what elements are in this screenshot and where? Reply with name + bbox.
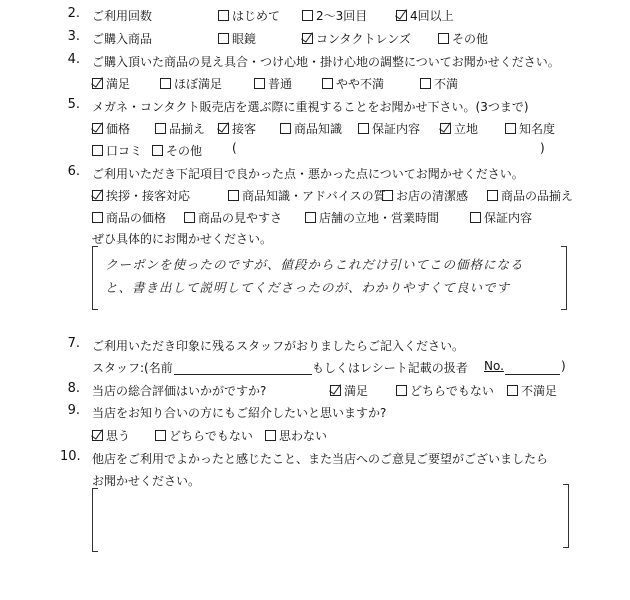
q5-option-price[interactable]: 価格: [92, 120, 130, 137]
q4-option-dissatisfied[interactable]: 不満: [420, 75, 458, 92]
checkbox[interactable]: [382, 190, 393, 201]
checkbox[interactable]: [470, 212, 481, 223]
checkbox[interactable]: [358, 123, 369, 134]
q4-option-mostly[interactable]: ほぼ満足: [160, 75, 222, 92]
q5-number: 5.: [67, 97, 80, 112]
q3-option-other[interactable]: その他: [438, 30, 488, 47]
q5-option-location[interactable]: 立地: [440, 120, 478, 137]
q2-question: ご利用回数: [92, 9, 153, 23]
checkbox[interactable]: [396, 385, 407, 396]
q9-option-yes[interactable]: 思う: [92, 427, 130, 444]
q10-comment-bracket-left[interactable]: [92, 488, 98, 552]
q3-question: ご購入商品: [92, 32, 153, 46]
q9-option-neutral[interactable]: どちらでもない: [155, 427, 253, 444]
checkbox-checked[interactable]: [92, 123, 103, 134]
q4-option-normal[interactable]: 普通: [254, 75, 292, 92]
q8-number: 8.: [67, 381, 80, 396]
checkbox-checked[interactable]: [92, 78, 103, 89]
checkbox[interactable]: [487, 190, 498, 201]
q6-comment-bracket-left: [92, 246, 98, 310]
checkbox[interactable]: [92, 145, 103, 156]
q7-no-field[interactable]: [505, 374, 560, 375]
q6-comment-bracket-right: [561, 246, 567, 310]
q5-option-reviews[interactable]: 口コミ: [92, 142, 142, 159]
q6-option-cleanliness[interactable]: お店の清潔感: [382, 187, 468, 204]
q4-option-slightly[interactable]: やや不満: [322, 75, 384, 92]
checkbox-checked[interactable]: [440, 123, 451, 134]
checkbox-checked[interactable]: [302, 33, 313, 44]
checkbox[interactable]: [322, 78, 333, 89]
checkbox[interactable]: [155, 430, 166, 441]
checkbox[interactable]: [280, 123, 291, 134]
q6-option-location-hours[interactable]: 店舗の立地・営業時間: [305, 209, 439, 226]
q10-comment-bracket-right[interactable]: [563, 484, 569, 548]
q6-option-product-range[interactable]: 商品の品揃え: [487, 187, 573, 204]
q6-option-advice[interactable]: 商品知識・アドバイスの質: [228, 187, 386, 204]
q8-option-dissatisfied[interactable]: 不満足: [507, 382, 557, 399]
q5-option-other[interactable]: その他: [152, 142, 202, 159]
q6-option-greeting[interactable]: 挨拶・接客対応: [92, 187, 190, 204]
q10-question-line-1: 他店をご利用でよかったと感じたこと、また当店へのご意見ご要望がございましたら: [92, 452, 549, 466]
q6-option-warranty[interactable]: 保証内容: [470, 209, 532, 226]
q2-option-first-time[interactable]: はじめて: [218, 7, 280, 24]
q6-handwritten-line-1: クーポンを使ったのですが、値段からこれだけ引いてこの価格になる: [105, 257, 524, 272]
q7-number: 7.: [67, 336, 80, 351]
q3-option-contacts[interactable]: コンタクトレンズ: [302, 30, 411, 47]
checkbox[interactable]: [92, 212, 103, 223]
q5-option-knowledge[interactable]: 商品知識: [280, 120, 342, 137]
q6-detail-prompt: ぜひ具体的にお聞かせください。: [92, 232, 273, 246]
q8-question: 当店の総合評価はいかがですか?: [92, 384, 267, 398]
q3-option-glasses[interactable]: 眼鏡: [218, 30, 256, 47]
checkbox[interactable]: [228, 190, 239, 201]
q8-option-satisfied[interactable]: 満足: [330, 382, 368, 399]
checkbox-checked[interactable]: [92, 190, 103, 201]
q5-option-recognition[interactable]: 知名度: [505, 120, 555, 137]
q5-paren-close: ): [540, 141, 545, 155]
checkbox[interactable]: [152, 145, 163, 156]
checkbox[interactable]: [438, 33, 449, 44]
q9-question: 当店をお知り合いの方にもご紹介したいと思いますか?: [92, 406, 387, 420]
q2-option-4plus[interactable]: 4回以上: [396, 7, 454, 24]
checkbox[interactable]: [302, 10, 313, 21]
q6-option-visibility[interactable]: 商品の見やすさ: [184, 209, 282, 226]
q5-question: メガネ・コンタクト販売店を選ぶ際に重視することをお聞かせ下さい。(3つまで): [92, 100, 529, 114]
q7-name-field[interactable]: [174, 374, 312, 375]
checkbox-checked[interactable]: [330, 385, 341, 396]
checkbox[interactable]: [305, 212, 316, 223]
q5-paren-open: (: [232, 141, 237, 155]
q7-question: ご利用いただき印象に残るスタッフがおりましたらご記入ください。: [92, 339, 465, 353]
q8-option-neutral[interactable]: どちらでもない: [396, 382, 494, 399]
q4-question: ご購入頂いた商品の見え具合・つけ心地・掛け心地の調整についてお聞かせください。: [92, 55, 560, 69]
checkbox-checked[interactable]: [92, 430, 103, 441]
q2-number: 2.: [67, 6, 80, 21]
q7-close-paren: ): [561, 359, 566, 373]
q9-option-no[interactable]: 思わない: [265, 427, 327, 444]
q10-question-line-2: お聞かせください。: [92, 474, 201, 488]
q9-number: 9.: [67, 403, 80, 418]
checkbox[interactable]: [265, 430, 276, 441]
checkbox[interactable]: [184, 212, 195, 223]
checkbox[interactable]: [505, 123, 516, 134]
q7-receipt-label: もしくはレシート記載の扱者: [312, 361, 468, 375]
q4-option-satisfied[interactable]: 満足: [92, 75, 130, 92]
q6-option-price[interactable]: 商品の価格: [92, 209, 166, 226]
q7-no-label: No.: [484, 359, 504, 373]
checkbox[interactable]: [218, 33, 229, 44]
q2-option-2-3[interactable]: 2～3回目: [302, 7, 367, 24]
checkbox-checked[interactable]: [218, 123, 229, 134]
checkbox[interactable]: [254, 78, 265, 89]
q6-question: ご利用いただき下記項目で良かった点・悪かった点についてお聞かせください。: [92, 167, 524, 181]
q7-staff-label: スタッフ:(名前: [92, 361, 173, 375]
checkbox[interactable]: [160, 78, 171, 89]
q6-handwritten-line-2: と、書き出して説明してくださったのが、わかりやすくて良いです: [105, 280, 511, 295]
q5-option-warranty[interactable]: 保証内容: [358, 120, 420, 137]
q3-number: 3.: [67, 29, 80, 44]
q10-number: 10.: [60, 449, 81, 464]
q4-number: 4.: [67, 52, 80, 67]
q5-option-selection[interactable]: 品揃え: [155, 120, 205, 137]
checkbox[interactable]: [420, 78, 431, 89]
checkbox[interactable]: [218, 10, 229, 21]
checkbox[interactable]: [155, 123, 166, 134]
checkbox[interactable]: [507, 385, 518, 396]
checkbox-checked[interactable]: [396, 10, 407, 21]
q6-number: 6.: [67, 164, 80, 179]
q5-option-service[interactable]: 接客: [218, 120, 256, 137]
